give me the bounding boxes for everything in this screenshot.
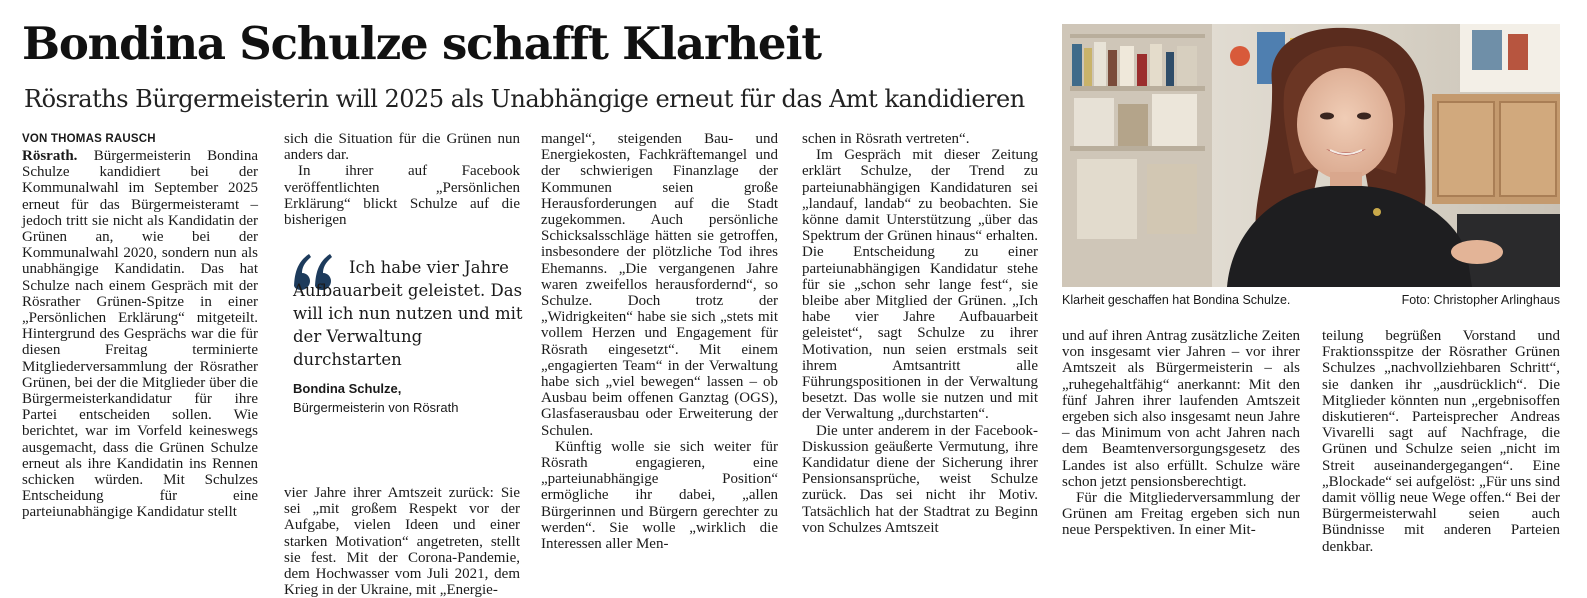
paragraph-text: Bürgermeisterin Bondina Schulze kandidiert bei der Kommunalwahl im September 2025 erneut für das Bürgermeisteramt – jedoch tritt sie nicht als Kandidatin der Grünen an, wie bei der Kommunalwahl 2020, sondern nun als unabhängige Kandidatin. Das hat Schulze nach einem Gespräch mit der Rösrather Grünen-Spitze in einer „Persönlichen Erklärung“ mitgeteilt. Hintergrund des Gesprächs war die für diesen Freitag terminierte Mitgliederversammlung der Rösrather Grünen, bei der die Mitglieder über die Bürgermeisterkandidatur für ihre Partei entscheiden sollen. Wie berichtet, war im Vorfeld keineswegs ausgemacht, dass die Grünen Schulze erneut als ihre Kandidatin ins Rennen schicken würden. Mit Schulzes Entscheidung für eine parteiunabhängige Kandidatur stellt: [22, 148, 259, 521]
caption-text: Klarheit geschaffen hat Bondina Schulze.: [1062, 293, 1291, 307]
article-column-1: [22, 148, 258, 584]
paragraph: In ihrer auf Facebook veröffentlichten „Persönlichen Erklärung“ blickt Schulze auf die bisherigen: [284, 163, 520, 229]
byline: VON THOMAS RAUSCH: [22, 133, 156, 145]
dateline: Rösrath.: [22, 148, 78, 164]
photo-credit: Foto: Christopher Arlinghaus: [1401, 293, 1560, 307]
pull-quote-text: Ich habe vier Jahre Aufbauarbeit geleistet. Das will ich nun nutzen und mit der Verwaltung durchstarten: [293, 258, 523, 369]
paragraph: schen in Rösrath vertreten“.: [802, 131, 970, 147]
article-column-5: [1062, 328, 1300, 584]
paragraph: teilung begrüßen Vorstand und Fraktionsspitze der Rösrather Grünen Schulzes „nachvollziehbaren Schritt“, sie danken ihr „ausdrücklich“. Die Mitglieder könnten nun „ergebnisoffen diskutieren“. Parteisprecher Andreas Vivarelli sagt auf Nachfrage, die Grünen und Schulze seien „nicht im Streit auseinandergegangen“. Eine „Blockade“ sei aufgelöst: „Für uns sind damit völlig neue Wege offen.“ Bei der Bürgermeisterwahl seien auch Bündnisse mit anderen Parteien denkbar.: [1322, 328, 1560, 555]
paragraph: Künftig wolle sie sich weiter für Rösrath engagieren, eine „parteiunabhängige Position“ ermögliche ihr dabei, „allen Bürgerinnen und Bürgern gerechter zu werden“. Sie wolle „wirklich die Interessen aller Men-: [541, 438, 778, 553]
article-column-2-top: [284, 131, 520, 229]
article-column-6: [1322, 328, 1560, 584]
portrait-photo-image: [1062, 24, 1560, 287]
paragraph: und auf ihren Antrag zusätzliche Zeiten von insgesamt vier Jahren – vor ihrer Amtszeit als Bürgermeisterin – als „ruhegehaltfähig“ anerkannt: Mit den fünf Jahren ihrer laufenden Amtszeit ergeben sich also insgesamt neun Jahre – das Minimum von acht Jahren nach dem Beamtenversorgungsgesetz des Landes ist also erfüllt. Schulze wäre schon jetzt pensionsberechtigt.: [1062, 328, 1300, 490]
article-column-4: [802, 131, 1038, 584]
paragraph: Im Gespräch mit dieser Zeitung erklärt Schulze, der Trend zu parteiunabhängigen Kandidaturen sei „landauf, landab“ zu beobachten. Sie könne damit Unterstützung „über das Spektrum der Grünen hinaus“ erhalten. Die Entscheidung zu einer parteiunabhängigen Kandidatur stehe für sie „schon sehr lange fest“, sie bleibe aber Mitglied der Grünen. „Ich habe vier Jahre Aufbauarbeit geleistet“, sagt Schulze zu ihrer Motivation, nun seien erstmals seit ihrem Amtsantritt alle Führungspositionen in der Verwaltung besetzt. Das wolle sie nutzen und mit der Verwaltung „durchstarten“.: [802, 147, 1038, 423]
paragraph: [22, 148, 258, 521]
paragraph: vier Jahre ihrer Amtszeit zurück: Sie sei „mit großem Respekt vor der Aufgabe, vielen Ideen und einer starken Motivation“ angetreten, stellt sie fest. Mit der Corona-Pandemie, dem Hochwasser vom Juli 2021, dem Krieg in der Ukraine, mit „Energie-: [284, 485, 520, 598]
article-column-3: [541, 131, 778, 584]
photo-caption: [1062, 292, 1560, 310]
subheadline: Rösraths Bürgermeisterin will 2025 als Unabhängige erneut für das Amt kandidieren: [24, 85, 1025, 113]
pull-quote-role: Bürgermeisterin von Rösrath: [293, 400, 459, 415]
paragraph: mangel“, steigenden Bau- und Energiekosten, Fachkräftemangel und der schwierigen Finanzlage der Kommunen seien große Herausforderungen auf die Stadt zugekommen. Auch persönliche Schicksalsschläge hätten sie getroffen, insbesondere der plötzliche Tod ihres Ehemanns. „Die vergangenen Jahre waren zweifellos herausfordernd“, so Schulze. Doch trotz der „Widrigkeiten“ habe sie sich „stets mit vollem Herzen und Engagement für Rösrath eingesetzt“. Mit einem „engagierten Team“ in der Verwaltung habe sich „viel bewegen“ lassen – ob Ausbau beim offenen Ganztag (OGS), Glasfaserausbau oder Erweiterung der Schulen.: [541, 131, 778, 439]
pull-quote: [285, 250, 525, 450]
portrait-photo: [1062, 24, 1560, 287]
paragraph: Für die Mitgliederversammlung der Grünen am Freitag ergeben sich nun neue Perspektiven. In einer Mit-: [1062, 490, 1300, 539]
paragraph: Die unter anderem in der Facebook-Diskussion geäußerte Vermutung, ihre Kandidatur diene der Sicherung ihrer Pensionsansprüche, weist Schulze zurück. Das sei nicht ihr Motiv. Tatsächlich hat der Stadtrat zu Beginn von Schulzes Amtszeit: [802, 422, 1038, 536]
headline: Bondina Schulze schafft Klarheit: [22, 17, 821, 70]
pull-quote-author: Bondina Schulze,: [293, 381, 402, 396]
paragraph: sich die Situation für die Grünen nun anders dar.: [284, 131, 520, 164]
article-column-2-bottom: [284, 485, 520, 598]
